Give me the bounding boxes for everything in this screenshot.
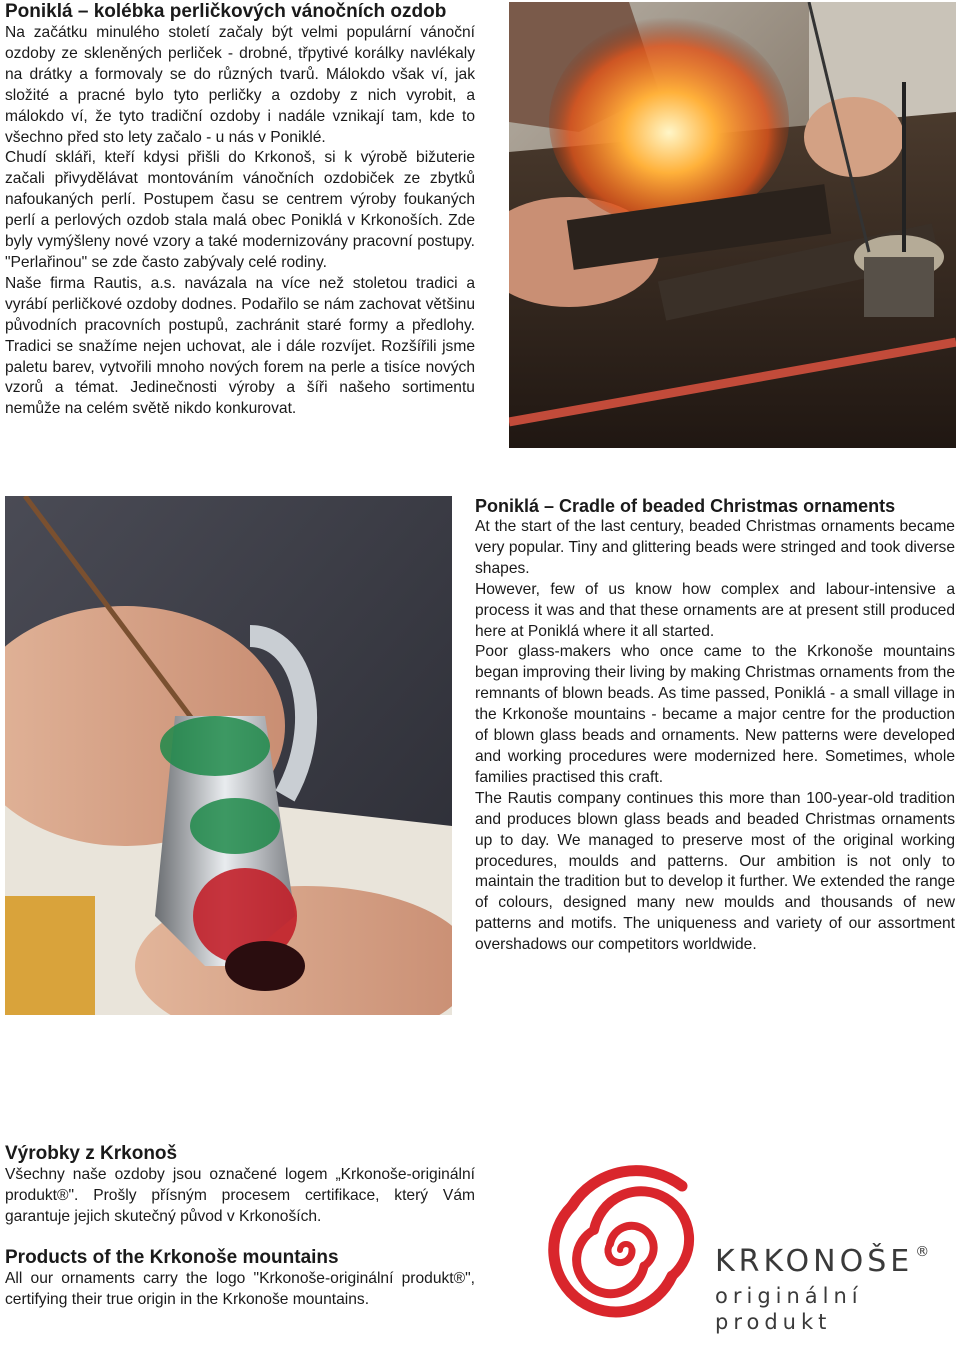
english-intro-paragraph-1: At the start of the last century, beaded Christmas ornaments became very popular. Tiny and glittering beads were stringed and took diverse shapes. [475,518,955,577]
english-intro-section [475,495,955,956]
glassblowing-photo-image [509,2,956,448]
czech-products-title: Výrobky z Krkonoš [5,1143,178,1164]
logo-registered-mark: ® [915,1244,934,1260]
logo-tagline-2: produkt [715,1310,832,1334]
ornament-painting-photo [5,496,452,1015]
logo-brand-text: KRKONOŠE [715,1244,914,1279]
english-intro-title: Poniklá – Cradle of beaded Christmas ornaments [475,496,896,516]
czech-products-section [5,1143,475,1228]
english-intro-paragraph-4: The Rautis company continues this more than 100-year-old tradition and produces blown glass beads and beaded Christmas ornaments up to day. We managed to preserve most of the original working procedures, moulds and patterns. Our ambition is not only to maintain the tradition but to develop it further. We extended the range of colours, designed many new moulds and thousands of new patterns and motifs. The uniqueness and variety of our assortment overshadows our competitors worldwide. [475,789,955,954]
krkonose-logo [540,1150,950,1350]
czech-intro-title: Poniklá – kolébka perličkových vánočních ozdob [5,1,447,22]
ornament-painting-photo-image [5,496,452,1015]
czech-intro-paragraph-1: Na začátku minulého století začaly být velmi populární vánoční ozdoby ze skleněných perliček - drobné, třpytivé korálky navlékaly na drátky a formovaly se do různých tvarů. Málokdo však ví, jak složité a pracné bylo tyto perličky a ozdoby z nich vyrobit, a málokdo ví, že tyto tradiční ozdoby i nadále vznikají tam, kde to všechno před sto lety začalo - u nás v Poniklé. [5,24,475,146]
czech-intro-paragraph-3: Naše firma Rautis, a.s. navázala na více než stoletou tradici a vyrábí perličkové ozdoby dodnes. Podařilo se nám zachovat většinu původních pracovních postupů, zachránit staré formy a předlohy. Tradici se snažíme nejen uchovat, ale i dále rozvíjet. Rozšířili jsme paletu barev, vytvořili mnoho nových forem na perle a tisíce nových vzorů a témat. Jedinečnosti výroby a šíři našeho sortimentu nemůže na celém světě nikdo konkurovat. [5,274,475,418]
logo-brand-line [715,1244,933,1279]
english-products-section [5,1247,475,1311]
english-products-title: Products of the Krkonoše mountains [5,1247,339,1268]
czech-intro-section [5,1,475,420]
english-intro-paragraph-3: Poor glass-makers who once came to the Krkonoše mountains began improving their living by making Christmas ornaments from the remnants of blown beads. As time passed, Poniklá - a small village in the Krkonoše mountains - became a major centre for the production of blown glass beads and ornaments. New patterns were developed and working procedures were modernized here. Sometimes, whole families practised this craft. [475,643,955,786]
spiral-logo-icon [540,1150,710,1350]
logo-tagline-1: originální [715,1284,863,1308]
glassblowing-photo [509,2,956,448]
english-products-text: All our ornaments carry the logo "Krkonoše-originální produkt®", certifying their true origin in the Krkonoše mountains. [5,1270,475,1308]
czech-intro-paragraph-2: Chudí skláři, kteří kdysi přišli do Krkonoš, si k výrobě bižuterie začali přivydělávat montováním vánočních ozdobiček ze zbytků nafoukaných perlí. Postupem času se centrem výroby foukaných perlí a perlových ozdob stala malá obec Poniklá v Krkonoších. Zde byly vymýšleny nové vzory a také modernizovány pracovní postupy. "Perlařinou" se zde často zabývaly celé rodiny. [5,149,475,271]
english-intro-paragraph-2: However, few of us know how complex and labour-intensive a process it was and that these ornaments are at present still produced here at Poniklá where it all started. [475,580,955,640]
czech-products-text: Všechny naše ozdoby jsou označené logem „Krkonoše-originální produkt®". Prošly přísným procesem certifikace, který Vám garantuje jejich skutečný původ v Krkonoších. [5,1166,475,1225]
